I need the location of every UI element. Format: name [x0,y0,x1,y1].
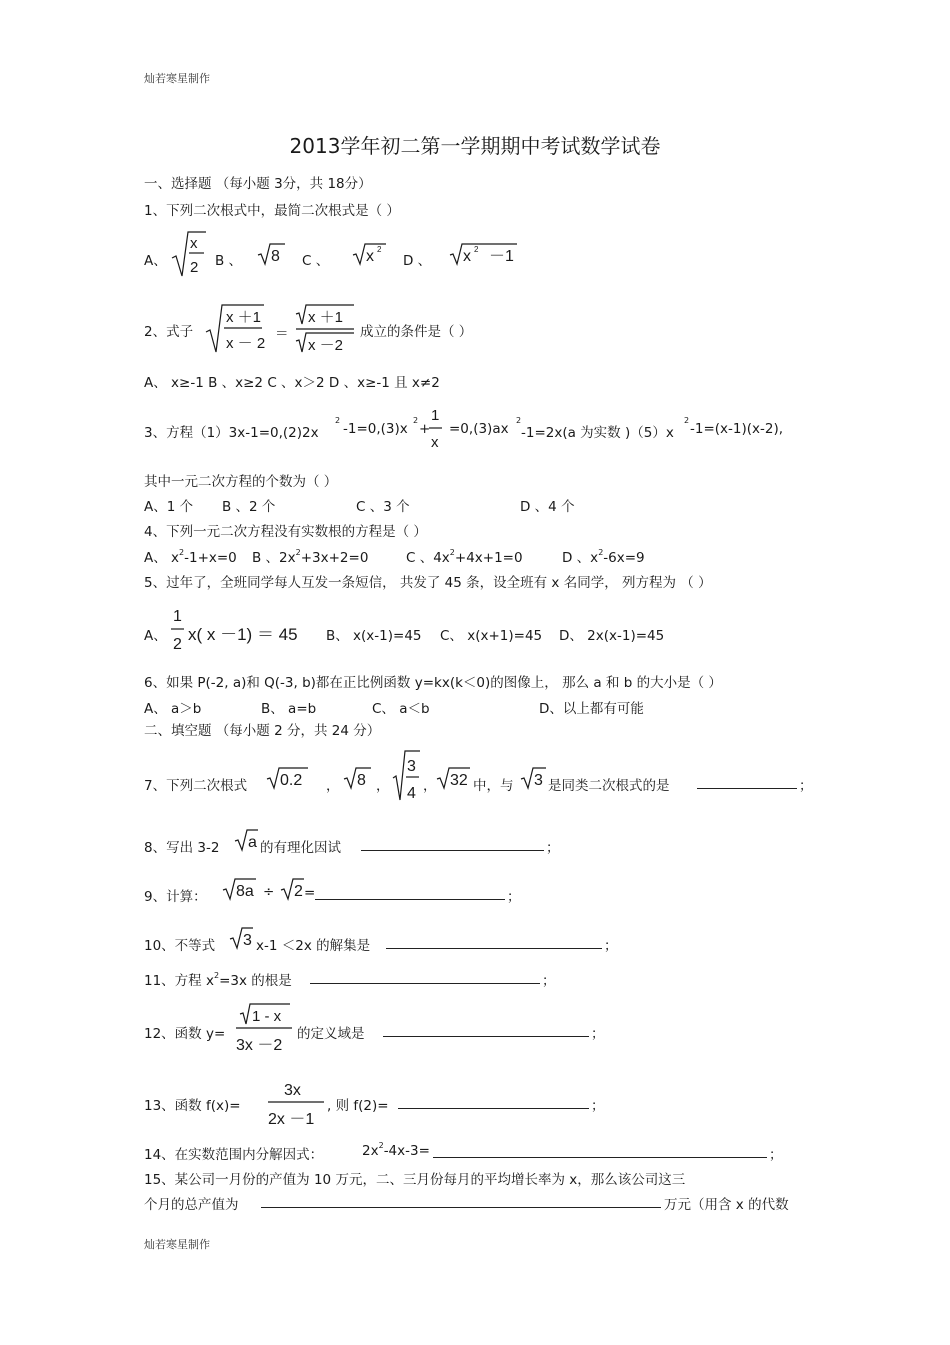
q3-option-b: B 、2 个 [222,499,276,515]
question-3-line1: 3、方程（1）3x-1=0,(2)2x [144,425,319,441]
q5-fraction [170,604,186,654]
svg-text:3x －2: 3x －2 [236,1037,283,1054]
q4-option-d: D 、$x^2-6x=9$ [562,548,645,566]
q5-option-c: C、 x(x+1)=45 [440,628,543,644]
svg-text:1: 1 [173,608,182,625]
q9-divide: ÷ [263,884,275,900]
q3-part2: -1=0,(3)x [343,421,408,437]
question-14-label: 14、在实数范围内分解因式： [144,1147,324,1163]
q8-radical [234,828,260,852]
svg-text:3: 3 [534,772,543,789]
q8-tail: 的有理化因试 [260,840,341,856]
question-11-label: 11、方程 $x^2=3x$ 的根是 [144,971,292,989]
q7-answer-blank[interactable] [697,774,797,789]
q7-radical-2 [343,766,373,790]
q4-option-a: A、 $x^2-1+x=0$ [144,548,237,566]
svg-text:2: 2 [190,259,199,276]
svg-text:x －2: x －2 [308,337,344,354]
svg-text:x: x [463,248,471,265]
q10-tail: x-1 ＜2x 的解集是 [256,938,371,954]
question-15-line1: 15、某公司一月份的产值为 10 万元，二、三月份每月的平均增长率为 x，那么该公司这三 [144,1172,686,1188]
svg-text:8: 8 [357,772,366,789]
q10-end: ； [604,938,618,954]
question-12-label: 12、函数 y= [144,1026,226,1042]
q9-radical-2 [280,877,306,901]
q9-radical-1 [222,877,258,901]
svg-text:0.2: 0.2 [280,772,303,789]
svg-text:8a: 8a [236,883,254,900]
q7-tail: 是同类二次根式的是 [548,778,670,794]
q2-lhs-radical [204,302,266,356]
svg-text:x: x [366,248,374,265]
svg-text:2: 2 [377,245,382,254]
q3-plus: + [419,421,431,437]
section-heading-choice: 一、选择题 （每小题 3分，共 18分） [144,176,372,192]
q3-option-d: D 、4 个 [520,499,575,515]
q1-radical-c [352,242,388,266]
q13-answer-blank[interactable] [398,1094,589,1109]
q1-option-b: B 、 [215,253,243,269]
svg-text:8: 8 [271,248,280,265]
q3-sup4: 2 [684,416,690,425]
footer-watermark: 灿若寒星制作 [144,1238,210,1251]
q7-radical-4 [436,766,472,790]
q14-expression: $2x^2-4x-3=$ [362,1141,430,1159]
q6-option-d: D、以上都有可能 [539,701,644,717]
q5-option-a-expr: x( x －1) ＝ 45 [188,625,298,644]
q4-option-b: B 、$2x^2+3x+2=0$ [252,548,369,566]
q3-sup2: 2 [413,416,419,425]
q7-comma-3: ， [423,778,437,794]
q1-radical-d [449,242,519,266]
question-7-label: 7、下列二次根式 [144,778,248,794]
question-15-line2: 个月的总产值为 [144,1197,239,1213]
q4-option-c: C 、$4x^2+4x+1=0$ [406,548,523,566]
q9-end: ； [507,889,521,905]
q7-radical-5 [520,766,548,790]
svg-text:3x: 3x [284,1082,301,1099]
svg-text:1 - x: 1 - x [252,1008,282,1025]
q11-answer-blank[interactable] [310,969,540,984]
q7-radical-1 [266,766,310,790]
q3-sup1: 2 [335,416,341,425]
question-9-label: 9、计算： [144,889,207,905]
svg-text:1: 1 [431,407,440,424]
q10-answer-blank[interactable] [386,934,602,949]
q7-radical-3 [392,748,422,804]
q13-end: ； [591,1098,605,1114]
q3-part3: =0,(3)ax [449,421,509,437]
q7-comma-2: ， [376,778,390,794]
q12-end: ； [591,1026,605,1042]
svg-text:x ＋1: x ＋1 [226,309,262,326]
q7-mid: 中，与 [473,778,514,794]
q12-fraction [234,1002,296,1056]
question-6-stem: 6、如果 P(-2, a)和 Q(-3, b)都在正比例函数 y=kx(k＜0)的图像上， 那么 a 和 b 的大小是（ ） [144,675,722,691]
q1-option-c: C 、 [302,253,330,269]
svg-text:2: 2 [173,636,182,653]
q13-fraction [266,1076,328,1128]
svg-text:4: 4 [407,785,416,802]
svg-text:3: 3 [407,758,416,775]
q11-end: ； [542,973,556,989]
q2-options: A、 x≥-1 B 、x≥2 C 、x＞2 D 、x≥-1 且 x≠2 [144,375,440,391]
q15-answer-blank[interactable] [261,1193,661,1208]
q5-option-d: D、 2x(x-1)=45 [559,628,665,644]
svg-text:32: 32 [450,772,468,789]
question-1-stem: 1、下列二次根式中，最简二次根式是（ ） [144,203,400,219]
svg-text:2: 2 [474,245,479,254]
q7-end: ； [799,778,813,794]
q8-answer-blank[interactable] [361,836,544,851]
svg-text:2x －1: 2x －1 [268,1111,315,1128]
q1-option-d: D 、 [403,253,432,269]
q10-radical [229,926,255,950]
q5-option-b: B、 x(x-1)=45 [326,628,422,644]
q3-option-a: A、1 个 [144,499,194,515]
section-heading-fill: 二、填空题 （每小题 2 分，共 24 分） [144,723,381,739]
q14-end: ； [769,1147,783,1163]
svg-text:x ＋1: x ＋1 [308,309,344,326]
question-8-label: 8、写出 3-2 [144,840,220,856]
svg-text:－1: －1 [489,248,514,265]
q12-answer-blank[interactable] [383,1022,589,1037]
q2-tail: 成立的条件是（ ） [360,324,473,340]
q2-equals: ＝ [275,326,289,342]
header-watermark: 灿若寒星制作 [144,72,210,85]
q5-option-a-label: A、 [144,628,167,644]
q12-tail: 的定义域是 [297,1026,365,1042]
q3-part4: -1=2x(a 为实数 )（5）x [521,425,674,441]
q8-end: ； [546,840,560,856]
q1-radical-a [170,228,210,280]
svg-text:a: a [248,834,257,851]
svg-text:2: 2 [294,883,303,900]
q6-option-b: B、 a=b [261,701,317,717]
svg-text:x: x [190,235,198,252]
question-13-label: 13、函数 f(x)= [144,1098,241,1114]
q15-tail: 万元（用含 x 的代数 [664,1197,789,1213]
question-5-stem: 5、过年了，全班同学每人互发一条短信， 共发了 45 条，设全班有 x 名同学， 列方程为 （ ） [144,575,712,591]
svg-text:x: x [431,434,439,451]
q6-option-a: A、 a＞b [144,701,202,717]
q1-radical-b [257,242,287,266]
q7-comma-1: ， [326,778,340,794]
q3-part5: -1=(x-1)(x-2), [690,421,784,437]
q9-answer-blank[interactable] [315,885,505,900]
q3-fraction [428,404,444,452]
svg-text:x － 2: x － 2 [226,335,266,352]
question-10-label: 10、不等式 [144,938,216,954]
q1-option-a: A、 [144,253,167,269]
q9-equals: = [304,885,316,901]
question-2-label: 2、式子 [144,324,194,340]
q14-answer-blank[interactable] [433,1143,767,1158]
page-title: 2013学年初二第一学期期中考试数学试卷 [289,134,661,158]
q6-option-c: C、 a＜b [372,701,430,717]
question-3-line2: 其中一元二次方程的个数为（ ） [144,474,338,490]
q3-option-c: C 、3 个 [356,499,410,515]
svg-text:3: 3 [243,932,252,949]
q13-tail: , 则 f(2)= [327,1098,389,1114]
q2-rhs-fraction [294,302,358,358]
q3-sup3: 2 [516,416,522,425]
question-4-stem: 4、下列一元二次方程没有实数根的方程是（ ） [144,524,427,540]
